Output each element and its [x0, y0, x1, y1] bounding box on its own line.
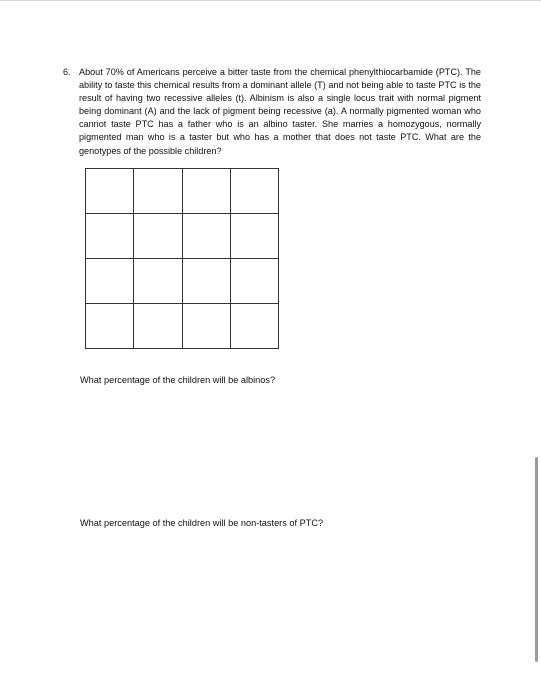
- punnett-cell: [86, 214, 134, 259]
- non-taster-percentage-prompt: What percentage of the children will be non-tasters of PTC?: [80, 518, 324, 528]
- punnett-cell: [182, 304, 230, 349]
- punnett-cell: [230, 304, 278, 349]
- punnett-cell: [134, 214, 182, 259]
- question-number: 6.: [63, 67, 71, 77]
- punnett-cell: [182, 169, 230, 214]
- punnett-cell: [230, 214, 278, 259]
- punnett-cell: [182, 214, 230, 259]
- question-text: About 70% of Americans perceive a bitter taste from the chemical phenylthiocarbamide (PTC). The ability to taste this chemical results from a dominant allele (T) and not being able to taste PTC is the result of having two recessive alleles (t). Albinism is also a single locus trait with normal pigment being dominant (A) and the lack of pigment being recessive (a). A normally pigmented woman who cannot taste PTC has a father who is an albino taster. She marries a homozygous, normally pigmented man who is a taster but who has a mother that does not taste PTC. What are the genotypes of the possible children?: [79, 67, 481, 156]
- punnett-cell: [182, 259, 230, 304]
- punnett-row: [86, 169, 279, 214]
- top-divider: [0, 0, 541, 1]
- punnett-cell: [230, 259, 278, 304]
- albino-percentage-prompt: What percentage of the children will be albinos?: [80, 375, 276, 385]
- punnett-cell: [230, 169, 278, 214]
- punnett-cell: [134, 259, 182, 304]
- vertical-scrollbar[interactable]: [535, 457, 538, 662]
- punnett-cell: [134, 169, 182, 214]
- punnett-row: [86, 304, 279, 349]
- punnett-cell: [134, 304, 182, 349]
- punnett-cell: [86, 169, 134, 214]
- punnett-row: [86, 259, 279, 304]
- punnett-row: [86, 214, 279, 259]
- punnett-cell: [86, 304, 134, 349]
- punnett-square: [85, 168, 279, 349]
- punnett-cell: [86, 259, 134, 304]
